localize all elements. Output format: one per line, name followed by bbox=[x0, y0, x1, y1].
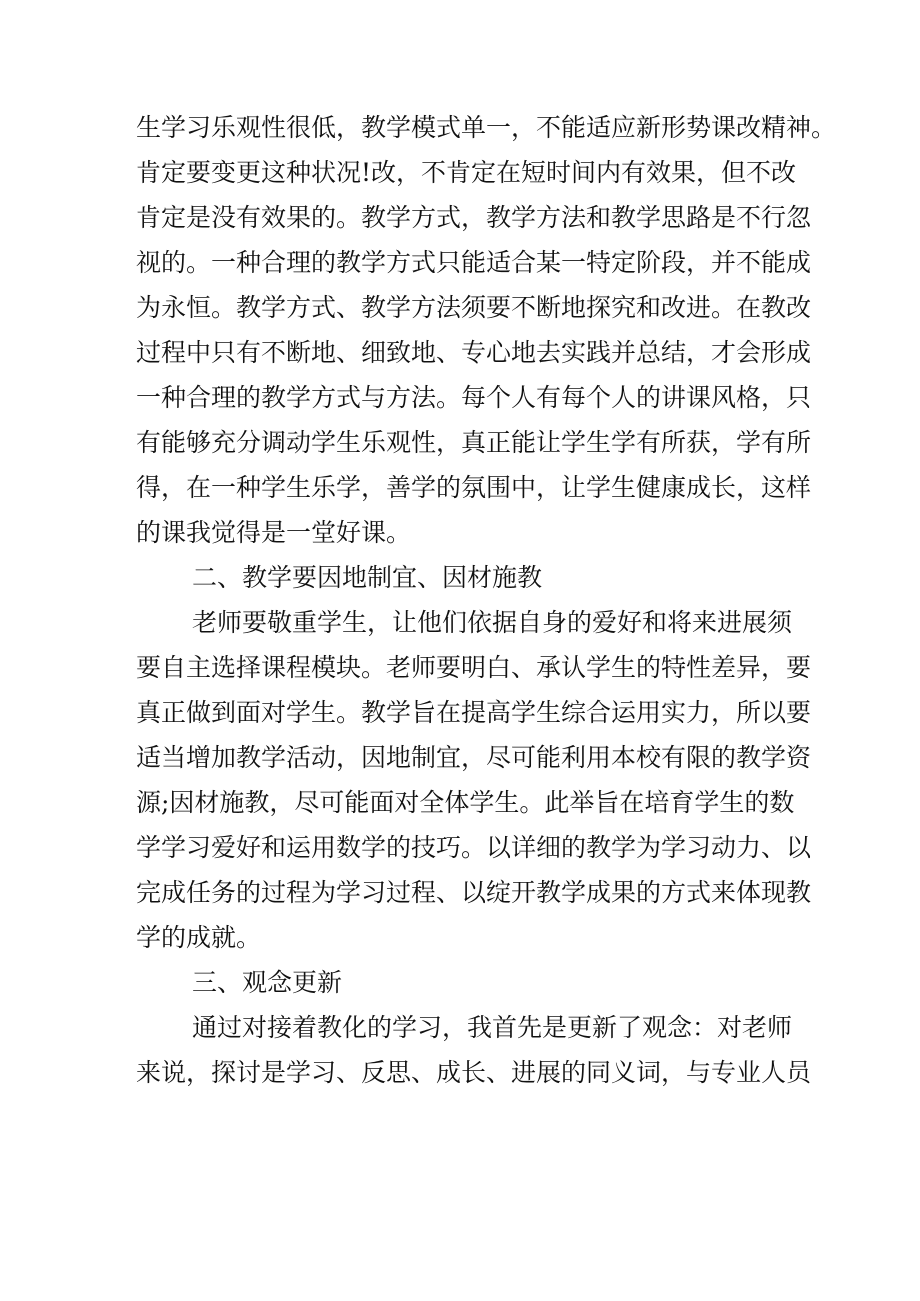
text-line-19: 学的成就。 bbox=[136, 923, 262, 952]
text-line-18: 完成任务的过程为学习过程、以绽开教学成果的方式来体现教 bbox=[136, 878, 812, 907]
text-line-2: 肯定要变更这种状况!改，不肯定在短时间内有效果，但不改 bbox=[136, 158, 797, 187]
text-line-9: 得，在一种学生乐学，善学的氛围中，让学生健康成长，这样 bbox=[136, 473, 812, 502]
text-line-8: 有能够充分调动学生乐观性，真正能让学生学有所获，学有所 bbox=[136, 428, 812, 457]
text-line-12: 老师要敬重学生，让他们依据自身的爱好和将来进展须 bbox=[192, 608, 793, 637]
section-heading-3: 三、观念更新 bbox=[192, 968, 343, 997]
text-line-3: 肯定是没有效果的。教学方式，教学方法和教学思路是不行忽 bbox=[136, 203, 812, 232]
text-line-17: 学学习爱好和运用数学的技巧。以详细的教学为学习动力、以 bbox=[136, 833, 812, 862]
text-line-13: 要自主选择课程模块。老师要明白、承认学生的特性差异，要 bbox=[136, 653, 812, 682]
text-line-1: 生学习乐观性很低，教学模式单一，不能适应新形势课改精神。 bbox=[136, 113, 837, 142]
text-line-6: 过程中只有不断地、细致地、专心地去实践并总结，才会形成 bbox=[136, 338, 812, 367]
text-line-4: 视的。一种合理的教学方式只能适合某一特定阶段，并不能成 bbox=[136, 248, 812, 277]
text-line-16: 源;因材施教，尽可能面对全体学生。此举旨在培育学生的数 bbox=[136, 788, 795, 817]
text-line-21: 通过对接着教化的学习，我首先是更新了观念：对老师 bbox=[192, 1013, 793, 1042]
text-line-15: 适当增加教学活动，因地制宜，尽可能利用本校有限的教学资 bbox=[136, 743, 812, 772]
section-heading-2: 二、教学要因地制宜、因材施教 bbox=[192, 563, 543, 592]
text-line-14: 真正做到面对学生。教学旨在提高学生综合运用实力，所以要 bbox=[136, 698, 812, 727]
text-line-5: 为永恒。教学方式、教学方法须要不断地探究和改进。在教改 bbox=[136, 293, 812, 322]
text-line-10: 的课我觉得是一堂好课。 bbox=[136, 518, 412, 547]
text-line-22: 来说，探讨是学习、反思、成长、进展的同义词，与专业人员 bbox=[136, 1058, 812, 1087]
text-line-7: 一种合理的教学方式与方法。每个人有每个人的讲课风格，只 bbox=[136, 383, 812, 412]
